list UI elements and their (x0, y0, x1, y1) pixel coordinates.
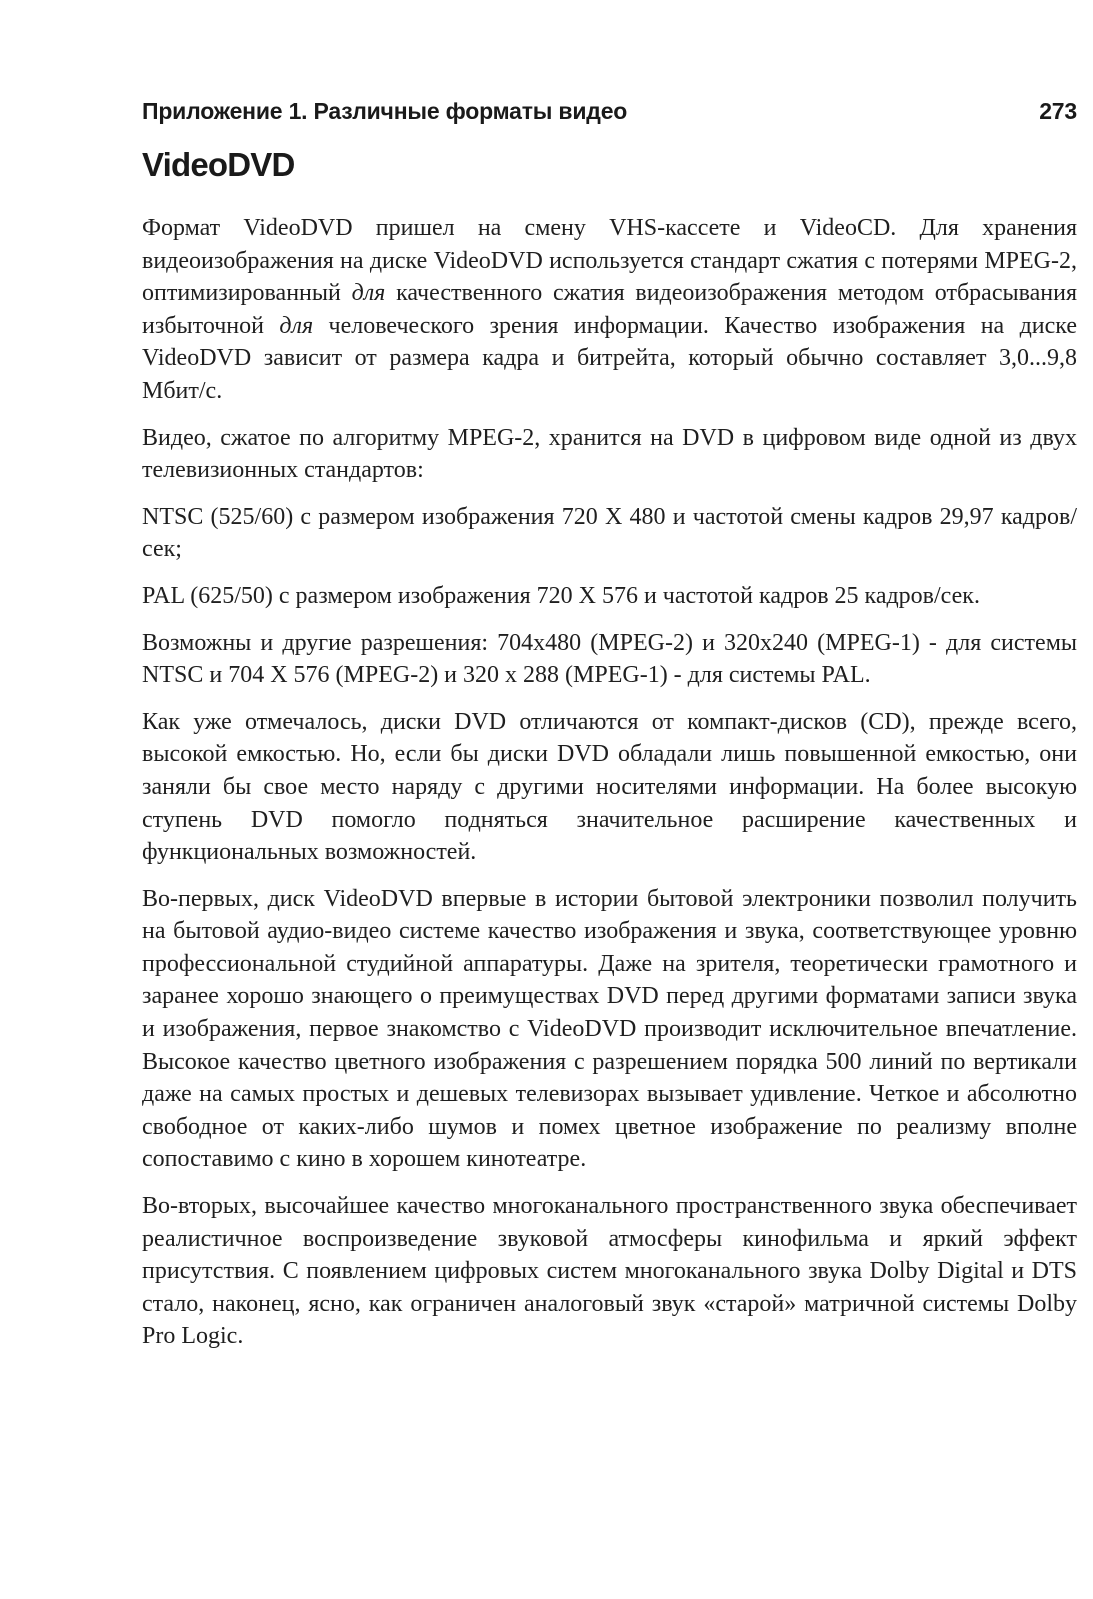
paragraph-2: Видео, сжатое по алгоритму MPEG-2, хранится на DVD в цифровом виде одной из двух телевизионных стандартов: (142, 424, 1077, 484)
paragraph-1-emphasis-1: для (351, 280, 386, 307)
paragraph-ntsc: NTSC (525/60) с размером изображения 720 X 480 и частотой смены кадров 29,97 кадров/сек; (142, 503, 1077, 563)
paragraph-1 (142, 212, 1077, 408)
page-number: 273 (1039, 98, 1077, 124)
paragraph-first: Во-первых, диск VideoDVD впервые в истории бытовой электроники позволил получить на бытовой аудио-видео системе качество изображения и звука, соответствующее уровню профессиональной студийной аппаратуры. Даже на зрителя, теоретически грамотного и заранее хорошо знающего о преимуществах DVD перед другими форматами записи звука и изображения, первое знакомство с VideoDVD производит исключительное впечатление. Высокое качество цветного изображения с разрешением порядка 500 линий по вертикали даже на самых простых и дешевых телевизорах вызывает удивление. Четкое и абсолютно свободное от каких-либо шумов и помех цветное изображение по реализму вполне сопоставимо с кино в хорошем кинотеатре. (142, 885, 1077, 1173)
paragraph-1-part-2: качественного сжатия видеоизображения методом отбрасывания избыточной (142, 280, 1077, 339)
paragraph-second: Во-вторых, высочайшее качество многоканального пространственного звука обеспечивает реалистичное воспроизведение звуковой атмосферы кинофильма и яркий эффект присутствия. С появлением цифровых систем многоканального звука Dolby Digital и DTS стало, наконец, ясно, как ограничен аналоговый звук «старой» матричной системы Dolby Pro Logic. (142, 1193, 1077, 1350)
chapter-title: Приложение 1. Различные форматы видео (142, 98, 628, 124)
running-header (142, 98, 1077, 125)
paragraph-1-part-1: Формат VideoDVD пришел на смену VHS-кассете и VideoCD. Для хранения видеоизображения на диске VideoDVD используется стандарт сжатия с потерями MPEG-2, оптимизированный (142, 215, 1077, 307)
section-title: VideoDVD (142, 146, 295, 183)
paragraph-pal: PAL (625/50) с размером изображения 720 X 576 и частотой кадров 25 кадров/сек. (142, 582, 980, 609)
body-text (142, 212, 1077, 1353)
paragraph-capacity: Как уже отмечалось, диски DVD отличаются от компакт-дисков (CD), прежде всего, высокой емкостью. Но, если бы диски DVD обладали лишь повышенной емкостью, они заняли бы свое место наряду с другими носителями информации. На более высокую ступень DVD помогло подняться значительное расширение качественных и функциональных возможностей. (142, 708, 1077, 866)
paragraph-resolutions: Возможны и другие разрешения: 704x480 (MPEG-2) и 320x240 (MPEG-1) - для системы NTSC и 704 X 576 (MPEG-2) и 320 x 288 (MPEG-1) - для системы PAL. (142, 629, 1077, 689)
paragraph-1-part-3: человеческого зрения информации. Качество изображения на диске VideoDVD зависит от размера кадра и битрейта, который обычно составляет 3,0...9,8 Мбит/с. (142, 312, 1077, 404)
paragraph-1-emphasis-2: для (279, 312, 314, 339)
